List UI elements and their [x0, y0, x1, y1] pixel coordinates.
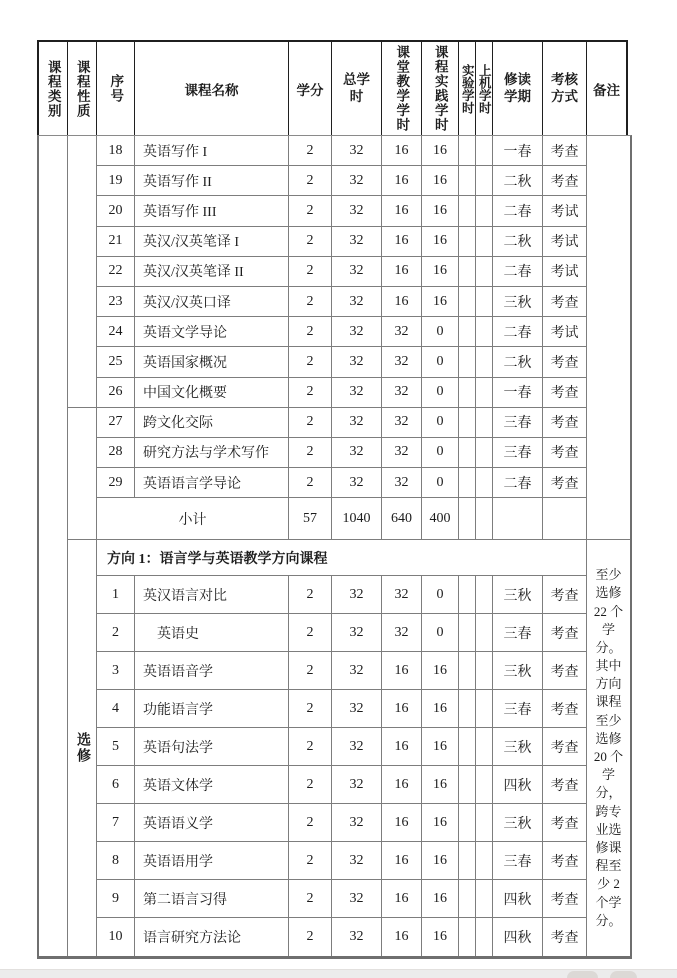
header-computer-hours [476, 42, 493, 135]
cell-practice-hours: 0 [422, 468, 459, 497]
table-row [97, 918, 587, 956]
cell-total-hours: 32 [332, 378, 382, 407]
cell-computer-hours [476, 317, 493, 346]
cell-assessment: 考查 [543, 408, 587, 437]
table-row [97, 136, 587, 166]
remark-text: 至少选修 22 个学分。其中方向课程至少选修 20 个学分，跨专业选修课程至少 2 个学分。 [593, 567, 624, 928]
cell-lab-hours [459, 842, 476, 879]
cell-assessment: 考查 [543, 347, 587, 376]
cell-computer-hours [476, 652, 493, 689]
cell-lab-hours [459, 317, 476, 346]
cell-course-name: 英汉语言对比 [135, 576, 289, 613]
cell-total-hours: 32 [332, 317, 382, 346]
subtotal-assessment [543, 498, 587, 539]
cell-course-name: 英语文学导论 [135, 317, 289, 346]
cell-credits: 2 [289, 880, 332, 917]
cell-classroom-hours: 16 [382, 804, 422, 841]
section-title: 方向 1：语言学与英语教学方向课程 [97, 540, 587, 575]
bottom-rounded-tab [567, 971, 598, 978]
cell-course-name: 英语语义学 [135, 804, 289, 841]
cell-classroom-hours: 16 [382, 690, 422, 727]
cell-semester: 二秋 [493, 227, 543, 256]
cell-semester: 二春 [493, 196, 543, 225]
cell-credits: 2 [289, 918, 332, 956]
section1-rows [97, 136, 587, 540]
cell-classroom-hours: 16 [382, 166, 422, 195]
header-serial-number [97, 42, 135, 135]
cell-semester: 二春 [493, 317, 543, 346]
cell-lab-hours [459, 287, 476, 316]
cell-semester: 三秋 [493, 728, 543, 765]
cell-semester: 三秋 [493, 576, 543, 613]
subtotal-semester [493, 498, 543, 539]
cell-total-hours: 32 [332, 196, 382, 225]
header-practice-hours [422, 42, 459, 135]
cell-credits: 2 [289, 347, 332, 376]
cell-classroom-hours: 32 [382, 347, 422, 376]
section2-row-host [97, 576, 587, 956]
cell-serial: 3 [97, 652, 135, 689]
table-row [97, 196, 587, 226]
cell-serial: 20 [97, 196, 135, 225]
cell-practice-hours: 16 [422, 196, 459, 225]
cell-practice-hours: 16 [422, 136, 459, 165]
cell-classroom-hours: 16 [382, 766, 422, 803]
cell-lab-hours [459, 438, 476, 467]
header-course-nature [68, 42, 97, 135]
header-lab-hours [459, 42, 476, 135]
cell-total-hours: 32 [332, 880, 382, 917]
header-practice-hours-label: 课程实践学时 [432, 45, 448, 132]
cell-credits: 2 [289, 766, 332, 803]
cell-assessment: 考查 [543, 690, 587, 727]
cell-total-hours: 32 [332, 766, 382, 803]
cell-lab-hours [459, 378, 476, 407]
cell-classroom-hours: 32 [382, 408, 422, 437]
table-row [97, 614, 587, 652]
cell-classroom-hours: 16 [382, 842, 422, 879]
elective-label: 选修 [75, 732, 90, 764]
cell-practice-hours: 16 [422, 257, 459, 286]
cell-semester: 三秋 [493, 804, 543, 841]
cell-practice-hours: 0 [422, 614, 459, 651]
cell-assessment: 考试 [543, 196, 587, 225]
table-row [97, 804, 587, 842]
cell-total-hours: 32 [332, 614, 382, 651]
cell-assessment: 考查 [543, 468, 587, 497]
cell-course-name: 语言研究方法论 [135, 918, 289, 956]
cell-computer-hours [476, 766, 493, 803]
cell-course-name: 研究方法与学术写作 [135, 438, 289, 467]
section-title-row [97, 540, 587, 576]
table-row [97, 347, 587, 377]
header-total-hours [332, 42, 382, 135]
table-row [97, 728, 587, 766]
table-row [97, 378, 587, 408]
cell-computer-hours [476, 614, 493, 651]
cell-assessment: 考查 [543, 166, 587, 195]
cell-credits: 2 [289, 438, 332, 467]
table-row [97, 652, 587, 690]
cell-semester: 三秋 [493, 287, 543, 316]
cell-total-hours: 32 [332, 287, 382, 316]
cell-semester: 二春 [493, 257, 543, 286]
cell-practice-hours: 0 [422, 408, 459, 437]
cell-credits: 2 [289, 468, 332, 497]
cell-credits: 2 [289, 136, 332, 165]
subtotal-label: 小计 [97, 498, 289, 539]
cell-total-hours: 32 [332, 576, 382, 613]
cell-practice-hours: 0 [422, 438, 459, 467]
cell-computer-hours [476, 227, 493, 256]
cell-serial: 25 [97, 347, 135, 376]
cell-credits: 2 [289, 287, 332, 316]
cell-course-name: 英语句法学 [135, 728, 289, 765]
cell-serial: 22 [97, 257, 135, 286]
cell-lab-hours [459, 468, 476, 497]
cell-serial: 9 [97, 880, 135, 917]
cell-semester: 三春 [493, 842, 543, 879]
table-row [97, 438, 587, 468]
cell-classroom-hours: 32 [382, 576, 422, 613]
cell-classroom-hours: 16 [382, 880, 422, 917]
cell-computer-hours [476, 842, 493, 879]
cell-computer-hours [476, 347, 493, 376]
cell-assessment: 考试 [543, 227, 587, 256]
cell-assessment: 考查 [543, 918, 587, 956]
subtotal-total-hours: 1040 [332, 498, 382, 539]
table-row [97, 317, 587, 347]
cell-computer-hours [476, 804, 493, 841]
table-row [97, 468, 587, 498]
cell-classroom-hours: 32 [382, 378, 422, 407]
cell-classroom-hours: 32 [382, 317, 422, 346]
cell-semester: 一春 [493, 136, 543, 165]
cell-serial: 21 [97, 227, 135, 256]
cell-lab-hours [459, 227, 476, 256]
header-semester [493, 42, 543, 135]
subtotal-row [97, 498, 587, 540]
cell-assessment: 考查 [543, 438, 587, 467]
cell-practice-hours: 0 [422, 347, 459, 376]
cell-total-hours: 32 [332, 166, 382, 195]
course-category-cell [39, 136, 68, 956]
cell-classroom-hours: 16 [382, 257, 422, 286]
header-assessment-label: 考核方式 [551, 71, 578, 104]
cell-credits: 2 [289, 576, 332, 613]
cell-course-name: 英语史 [135, 614, 289, 651]
cell-total-hours: 32 [332, 136, 382, 165]
table-row [97, 408, 587, 438]
curriculum-table-body [37, 135, 632, 959]
cell-serial: 26 [97, 378, 135, 407]
cell-practice-hours: 16 [422, 918, 459, 956]
header-course-category [39, 42, 68, 135]
cell-assessment: 考查 [543, 652, 587, 689]
cell-practice-hours: 0 [422, 576, 459, 613]
cell-practice-hours: 16 [422, 766, 459, 803]
cell-total-hours: 32 [332, 804, 382, 841]
cell-lab-hours [459, 166, 476, 195]
cell-computer-hours [476, 468, 493, 497]
cell-credits: 2 [289, 257, 332, 286]
header-credits [289, 42, 332, 135]
cell-assessment: 考试 [543, 257, 587, 286]
cell-practice-hours: 0 [422, 317, 459, 346]
table-row [97, 257, 587, 287]
cell-course-name: 英语写作 III [135, 196, 289, 225]
cell-classroom-hours: 16 [382, 287, 422, 316]
cell-assessment: 考查 [543, 728, 587, 765]
cell-semester: 二秋 [493, 347, 543, 376]
cell-computer-hours [476, 136, 493, 165]
cell-lab-hours [459, 347, 476, 376]
cell-total-hours: 32 [332, 652, 382, 689]
cell-total-hours: 32 [332, 468, 382, 497]
cell-classroom-hours: 16 [382, 652, 422, 689]
cell-total-hours: 32 [332, 257, 382, 286]
cell-lab-hours [459, 408, 476, 437]
cell-practice-hours: 0 [422, 378, 459, 407]
header-credits-label: 学分 [296, 82, 324, 98]
cell-practice-hours: 16 [422, 880, 459, 917]
cell-serial: 5 [97, 728, 135, 765]
bottom-rounded-tab [610, 971, 637, 978]
section1-row-host [97, 136, 587, 498]
cell-total-hours: 32 [332, 438, 382, 467]
course-nature-cell-elective [68, 540, 97, 956]
cell-total-hours: 32 [332, 408, 382, 437]
cell-credits: 2 [289, 408, 332, 437]
cell-serial: 7 [97, 804, 135, 841]
cell-course-name: 中国文化概要 [135, 378, 289, 407]
cell-course-name: 英语国家概况 [135, 347, 289, 376]
cell-serial: 28 [97, 438, 135, 467]
cell-serial: 10 [97, 918, 135, 956]
cell-serial: 24 [97, 317, 135, 346]
cell-lab-hours [459, 257, 476, 286]
cell-computer-hours [476, 728, 493, 765]
cell-course-name: 英汉/汉英笔译 I [135, 227, 289, 256]
remark-cell-section2 [587, 540, 630, 956]
cell-practice-hours: 16 [422, 227, 459, 256]
cell-serial: 6 [97, 766, 135, 803]
cell-serial: 2 [97, 614, 135, 651]
cell-classroom-hours: 16 [382, 918, 422, 956]
cell-credits: 2 [289, 614, 332, 651]
subtotal-practice-hours: 400 [422, 498, 459, 539]
table-header [37, 40, 628, 135]
cell-assessment: 考查 [543, 287, 587, 316]
cell-computer-hours [476, 918, 493, 956]
cell-assessment: 考查 [543, 804, 587, 841]
cell-assessment: 考查 [543, 576, 587, 613]
header-course-name-label: 课程名称 [184, 82, 239, 98]
cell-semester: 四秋 [493, 766, 543, 803]
cell-credits: 2 [289, 728, 332, 765]
cell-total-hours: 32 [332, 918, 382, 956]
header-course-nature-label: 课程性质 [74, 59, 90, 118]
cell-classroom-hours: 16 [382, 196, 422, 225]
cell-course-name: 功能语言学 [135, 690, 289, 727]
cell-lab-hours [459, 576, 476, 613]
cell-assessment: 考查 [543, 842, 587, 879]
table-row [97, 766, 587, 804]
cell-credits: 2 [289, 690, 332, 727]
header-computer-hours-label: 上机学时 [477, 63, 492, 114]
cell-serial: 27 [97, 408, 135, 437]
table-row [97, 166, 587, 196]
cell-course-name: 跨文化交际 [135, 408, 289, 437]
header-remarks [587, 42, 626, 135]
cell-total-hours: 32 [332, 347, 382, 376]
subtotal-computer-hours [476, 498, 493, 539]
cell-lab-hours [459, 690, 476, 727]
cell-classroom-hours: 16 [382, 227, 422, 256]
cell-serial: 8 [97, 842, 135, 879]
header-assessment [543, 42, 587, 135]
cell-semester: 三春 [493, 408, 543, 437]
cell-computer-hours [476, 287, 493, 316]
cell-practice-hours: 16 [422, 842, 459, 879]
cell-lab-hours [459, 652, 476, 689]
cell-lab-hours [459, 136, 476, 165]
cell-lab-hours [459, 614, 476, 651]
cell-serial: 23 [97, 287, 135, 316]
cell-classroom-hours: 16 [382, 728, 422, 765]
cell-course-name: 英语语言学导论 [135, 468, 289, 497]
cell-practice-hours: 16 [422, 690, 459, 727]
cell-lab-hours [459, 766, 476, 803]
cell-course-name: 英语语音学 [135, 652, 289, 689]
cell-total-hours: 32 [332, 728, 382, 765]
cell-lab-hours [459, 918, 476, 956]
cell-credits: 2 [289, 378, 332, 407]
cell-computer-hours [476, 196, 493, 225]
cell-classroom-hours: 16 [382, 136, 422, 165]
header-total-hours-label: 总学时 [343, 71, 370, 104]
cell-classroom-hours: 32 [382, 438, 422, 467]
header-course-name [135, 42, 289, 135]
cell-computer-hours [476, 880, 493, 917]
cell-assessment: 考查 [543, 378, 587, 407]
header-classroom-hours [382, 42, 422, 135]
cell-total-hours: 32 [332, 227, 382, 256]
remark-cell-section1 [587, 136, 630, 540]
table-row [97, 880, 587, 918]
cell-total-hours: 32 [332, 690, 382, 727]
cell-lab-hours [459, 880, 476, 917]
cell-semester: 四秋 [493, 918, 543, 956]
table-row [97, 227, 587, 257]
cell-computer-hours [476, 257, 493, 286]
cell-serial: 1 [97, 576, 135, 613]
subtotal-credits: 57 [289, 498, 332, 539]
cell-credits: 2 [289, 166, 332, 195]
cell-computer-hours [476, 166, 493, 195]
cell-course-name: 第二语言习得 [135, 880, 289, 917]
cell-computer-hours [476, 378, 493, 407]
cell-practice-hours: 16 [422, 804, 459, 841]
cell-course-name: 英语文体学 [135, 766, 289, 803]
header-classroom-hours-label: 课堂教学学时 [394, 45, 410, 132]
header-serial-number-label: 序号 [108, 74, 124, 103]
cell-lab-hours [459, 728, 476, 765]
course-nature-cell-middle [68, 408, 97, 540]
cell-course-name: 英语写作 I [135, 136, 289, 165]
header-course-category-label: 课程类别 [45, 59, 61, 118]
cell-semester: 三秋 [493, 652, 543, 689]
cell-computer-hours [476, 576, 493, 613]
cell-assessment: 考查 [543, 880, 587, 917]
table-row [97, 576, 587, 614]
cell-serial: 29 [97, 468, 135, 497]
cell-assessment: 考查 [543, 136, 587, 165]
cell-practice-hours: 16 [422, 166, 459, 195]
cell-semester: 三春 [493, 690, 543, 727]
cell-classroom-hours: 32 [382, 614, 422, 651]
cell-assessment: 考查 [543, 614, 587, 651]
cell-credits: 2 [289, 227, 332, 256]
cell-credits: 2 [289, 804, 332, 841]
cell-practice-hours: 16 [422, 728, 459, 765]
cell-semester: 一春 [493, 378, 543, 407]
cell-credits: 2 [289, 842, 332, 879]
header-semester-label: 修读学期 [504, 71, 531, 104]
cell-credits: 2 [289, 317, 332, 346]
cell-lab-hours [459, 804, 476, 841]
cell-course-name: 英语语用学 [135, 842, 289, 879]
subtotal-lab-hours [459, 498, 476, 539]
table-row [97, 690, 587, 728]
subtotal-classroom-hours: 640 [382, 498, 422, 539]
cell-serial: 19 [97, 166, 135, 195]
cell-classroom-hours: 32 [382, 468, 422, 497]
cell-credits: 2 [289, 196, 332, 225]
cell-course-name: 英语写作 II [135, 166, 289, 195]
table-row [97, 287, 587, 317]
course-nature-cell-upper [68, 136, 97, 408]
cell-serial: 18 [97, 136, 135, 165]
cell-total-hours: 32 [332, 842, 382, 879]
cell-assessment: 考试 [543, 317, 587, 346]
cell-semester: 三春 [493, 438, 543, 467]
cell-semester: 三春 [493, 614, 543, 651]
cell-course-name: 英汉/汉英口译 [135, 287, 289, 316]
cell-computer-hours [476, 438, 493, 467]
table-row [97, 842, 587, 880]
cell-lab-hours [459, 196, 476, 225]
cell-practice-hours: 16 [422, 652, 459, 689]
cell-assessment: 考查 [543, 766, 587, 803]
cell-semester: 二秋 [493, 166, 543, 195]
cell-computer-hours [476, 690, 493, 727]
cell-serial: 4 [97, 690, 135, 727]
section2-rows [97, 540, 587, 956]
cell-computer-hours [476, 408, 493, 437]
cell-semester: 二春 [493, 468, 543, 497]
cell-credits: 2 [289, 652, 332, 689]
header-remarks-label: 备注 [593, 82, 620, 98]
header-lab-hours-label: 实验学时 [460, 63, 475, 114]
cell-semester: 四秋 [493, 880, 543, 917]
cell-practice-hours: 16 [422, 287, 459, 316]
cell-course-name: 英汉/汉英笔译 II [135, 257, 289, 286]
